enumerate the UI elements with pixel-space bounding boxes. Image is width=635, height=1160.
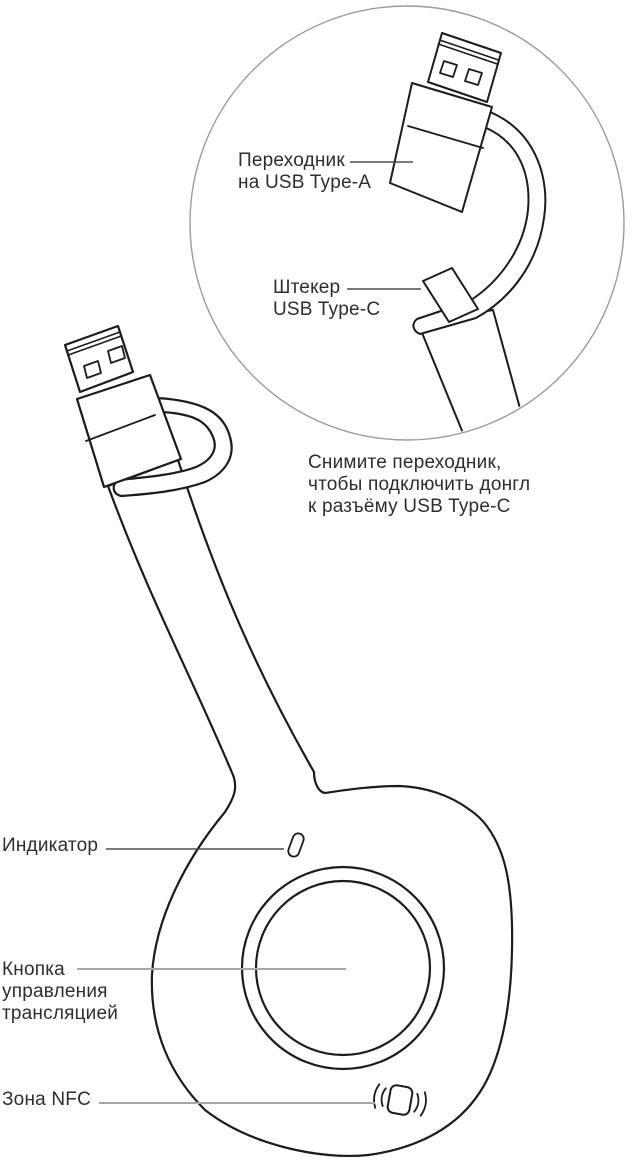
label-usb-c-line1: Штекер xyxy=(273,277,341,298)
label-adapter-line2: на USB Type-A xyxy=(238,172,372,193)
label-usb-c-plug xyxy=(273,277,380,321)
instruction-line3: к разъёму USB Type-C xyxy=(308,496,511,517)
label-adapter xyxy=(238,150,371,194)
usb-a-contact-hole xyxy=(440,61,457,77)
instruction-line2: чтобы подключить донгл xyxy=(308,474,531,495)
label-button-line2: управления xyxy=(2,981,108,1002)
usb-a-contact-hole xyxy=(465,69,482,85)
label-button-line1: Кнопка xyxy=(2,959,65,980)
main-drawing xyxy=(65,326,512,1156)
label-nfc-zone: Зона NFC xyxy=(2,1089,92,1110)
instruction-line1: Снимите переходник, xyxy=(308,452,502,473)
label-indicator: Индикатор xyxy=(2,835,99,856)
label-usb-c-line2: USB Type-C xyxy=(273,299,381,320)
nfc-card-shape xyxy=(387,1084,414,1115)
instruction-text xyxy=(308,452,530,518)
detail-circle xyxy=(190,6,624,440)
label-broadcast-button xyxy=(2,959,118,1025)
label-adapter-line1: Переходник xyxy=(238,150,345,171)
label-button-line3: трансляцией xyxy=(2,1003,119,1024)
